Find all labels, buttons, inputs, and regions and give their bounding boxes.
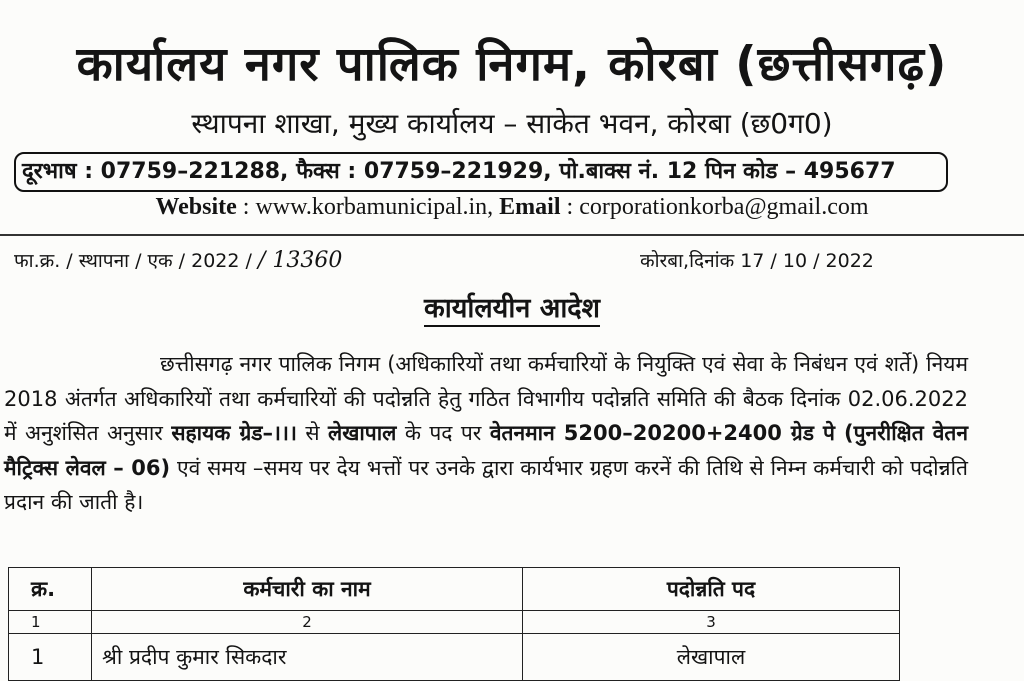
row-promotion-post: लेखापाल: [523, 634, 900, 681]
website-label: Website: [155, 194, 237, 220]
website-line: Website : www.korbamunicipal.in, Email : corporationkorba@gmail.com: [155, 194, 869, 220]
reference-handwritten-number: / 13360: [257, 248, 343, 273]
office-subtitle: स्थापना शाखा, मुख्य कार्यालय – साकेत भवन, कोरबा (छ0ग0): [191, 107, 833, 140]
row-serial: 1: [9, 634, 92, 681]
order-heading: कार्यालयीन आदेश: [0, 288, 1024, 325]
email-address[interactable]: corporationkorba@gmail.com: [579, 194, 869, 220]
header-divider: [0, 234, 1024, 236]
table-row: [9, 634, 900, 681]
reference-prefix: फा.क्र. / स्थापना / एक / 2022 /: [14, 250, 252, 272]
order-body-paragraph: छत्तीसगढ़ नगर पालिक निगम (अधिकारियों तथा कर्मचारियों के नियुक्ति एवं सेवा के निबंधन एवं शर्ते) नियम 2018 अंतर्गत अधिकारियों तथा कर्मचारियों की पदोन्नति हेतु गठित विभागीय पदोन्नति समिति की बैठक दिनांक 02.06.2022 में अनुशंसित अनुसार सहायक ग्रेड–।।। से लेखापाल के पद पर वेतनमान 5200–20200+2400 ग्रेड पे (पुनरीक्षित वेतन मैट्रिक्स लेवल – 06) एवं समय –समय पर देय भत्तों पर उनके द्वारा कार्यभार ग्रहण करनें की तिथि से निम्न कर्मचारी को पदोन्नति प्रदान की जाती है।: [4, 352, 969, 514]
email-label: Email: [499, 194, 561, 220]
column-number: 2: [92, 611, 523, 634]
order-date: [640, 247, 874, 273]
header-serial: क्र.: [9, 568, 92, 611]
column-number: 1: [9, 611, 92, 634]
reference-number: [14, 247, 342, 273]
website-url[interactable]: www.korbamunicipal.in: [255, 194, 488, 220]
date-label: कोरबा,दिनांक: [640, 250, 735, 272]
table-header-row: [9, 568, 900, 611]
promotion-table: [8, 567, 900, 681]
contact-box: दूरभाष : 07759–221288, फैक्स : 07759–221929, पो.बाक्स नं. 12 पिन कोड – 495677: [14, 152, 948, 192]
row-employee-name: श्री प्रदीप कुमार सिकदार: [92, 634, 523, 681]
office-title: कार्यालय नगर पालिक निगम, कोरबा (छत्तीसगढ़): [76, 37, 948, 92]
header-promotion-post: पदोन्नति पद: [523, 568, 900, 611]
table-column-number-row: [9, 611, 900, 634]
date-value: 17 / 10 / 2022: [740, 250, 874, 272]
column-number: 3: [523, 611, 900, 634]
header-employee-name: कर्मचारी का नाम: [92, 568, 523, 611]
